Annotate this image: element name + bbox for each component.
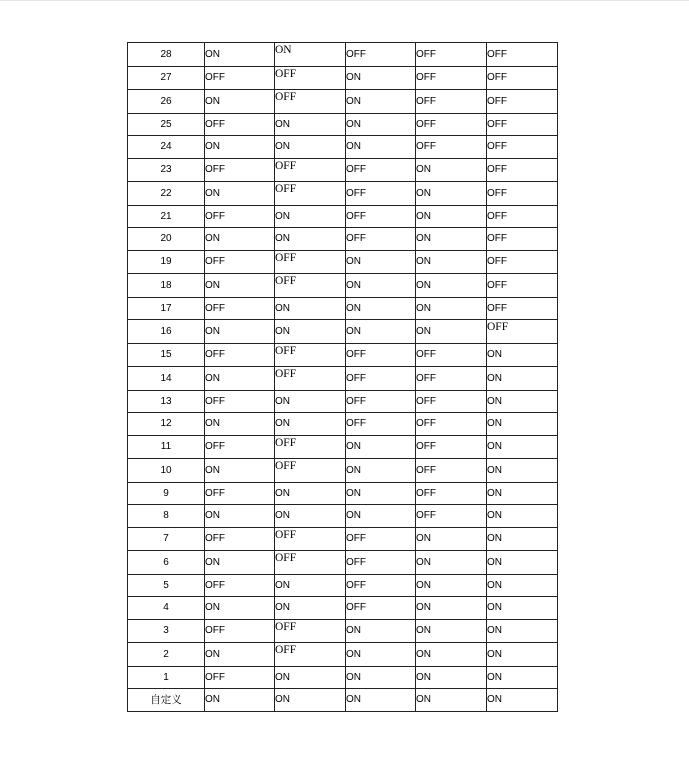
switch-3-state-cell: ON (346, 320, 416, 344)
table-row (128, 228, 558, 251)
switch-1-state-cell: ON (205, 597, 275, 620)
switch-1-state-cell: OFF (205, 666, 275, 689)
row-number-cell: 18 (128, 274, 205, 298)
switch-1-state-cell: ON (205, 689, 275, 712)
row-number-cell: 6 (128, 551, 205, 575)
switch-3-state-cell: OFF (346, 228, 416, 251)
switch-3-state-cell: OFF (346, 574, 416, 597)
switch-4-state-cell: ON (416, 689, 487, 712)
switch-2-state-cell: OFF (275, 274, 346, 298)
switch-3-state-cell: ON (346, 250, 416, 274)
switch-5-state-cell: ON (487, 435, 558, 459)
table-row (128, 205, 558, 228)
table-row (128, 367, 558, 391)
switch-2-state-cell: OFF (275, 435, 346, 459)
table-row (128, 274, 558, 298)
switch-1-state-cell: ON (205, 228, 275, 251)
switch-5-state-cell: ON (487, 505, 558, 528)
switch-4-state-cell: OFF (416, 459, 487, 483)
row-number-cell: 自定义 (128, 689, 205, 712)
switch-5-state-cell: OFF (487, 43, 558, 67)
table-row (128, 435, 558, 459)
table-row (128, 90, 558, 114)
switch-4-state-cell: ON (416, 297, 487, 320)
switch-3-state-cell: OFF (346, 43, 416, 67)
switch-5-state-cell: OFF (487, 320, 558, 344)
switch-2-state-cell: ON (275, 136, 346, 159)
table-row (128, 643, 558, 667)
switch-2-state-cell: ON (275, 413, 346, 436)
row-number-cell: 21 (128, 205, 205, 228)
switch-2-state-cell: ON (275, 574, 346, 597)
switch-1-state-cell: ON (205, 413, 275, 436)
switch-1-state-cell: ON (205, 320, 275, 344)
switch-4-state-cell: OFF (416, 435, 487, 459)
switch-5-state-cell: ON (487, 367, 558, 391)
switch-5-state-cell: ON (487, 413, 558, 436)
table-row (128, 297, 558, 320)
switch-1-state-cell: OFF (205, 574, 275, 597)
switch-1-state-cell: OFF (205, 390, 275, 413)
switch-1-state-cell: OFF (205, 158, 275, 182)
table-row (128, 619, 558, 643)
switch-4-state-cell: OFF (416, 390, 487, 413)
switch-2-state-cell: ON (275, 320, 346, 344)
switch-4-state-cell: ON (416, 182, 487, 206)
switch-5-state-cell: ON (487, 597, 558, 620)
switch-2-state-cell: ON (275, 205, 346, 228)
switch-1-state-cell: OFF (205, 250, 275, 274)
switch-4-state-cell: OFF (416, 343, 487, 367)
row-number-cell: 5 (128, 574, 205, 597)
switch-4-state-cell: OFF (416, 505, 487, 528)
switch-2-state-cell: ON (275, 505, 346, 528)
row-number-cell: 24 (128, 136, 205, 159)
switch-3-state-cell: OFF (346, 343, 416, 367)
table-row (128, 527, 558, 551)
switch-5-state-cell: OFF (487, 90, 558, 114)
switch-4-state-cell: ON (416, 527, 487, 551)
switch-1-state-cell: ON (205, 136, 275, 159)
switch-2-state-cell: OFF (275, 66, 346, 90)
switch-1-state-cell: OFF (205, 619, 275, 643)
switch-2-state-cell: ON (275, 666, 346, 689)
switch-3-state-cell: ON (346, 619, 416, 643)
switch-3-state-cell: ON (346, 136, 416, 159)
switch-2-state-cell: ON (275, 482, 346, 505)
switch-3-state-cell: ON (346, 482, 416, 505)
switch-3-state-cell: OFF (346, 413, 416, 436)
switch-2-state-cell: ON (275, 689, 346, 712)
row-number-cell: 28 (128, 43, 205, 67)
switch-1-state-cell: OFF (205, 205, 275, 228)
switch-3-state-cell: OFF (346, 367, 416, 391)
switch-5-state-cell: ON (487, 689, 558, 712)
row-number-cell: 3 (128, 619, 205, 643)
switch-1-state-cell: OFF (205, 113, 275, 136)
row-number-cell: 4 (128, 597, 205, 620)
page-top-rule (0, 0, 689, 1)
table-row (128, 136, 558, 159)
row-number-cell: 14 (128, 367, 205, 391)
switch-4-state-cell: OFF (416, 113, 487, 136)
switch-4-state-cell: ON (416, 643, 487, 667)
row-number-cell: 20 (128, 228, 205, 251)
row-number-cell: 8 (128, 505, 205, 528)
switch-5-state-cell: OFF (487, 274, 558, 298)
row-number-cell: 9 (128, 482, 205, 505)
switch-4-state-cell: OFF (416, 43, 487, 67)
switch-1-state-cell: ON (205, 43, 275, 67)
table-row (128, 459, 558, 483)
switch-4-state-cell: ON (416, 574, 487, 597)
switch-4-state-cell: OFF (416, 367, 487, 391)
table-row (128, 551, 558, 575)
switch-2-state-cell: OFF (275, 459, 346, 483)
row-number-cell: 22 (128, 182, 205, 206)
switch-1-state-cell: OFF (205, 297, 275, 320)
row-number-cell: 10 (128, 459, 205, 483)
table-row (128, 182, 558, 206)
switch-4-state-cell: OFF (416, 90, 487, 114)
row-number-cell: 2 (128, 643, 205, 667)
switch-3-state-cell: ON (346, 435, 416, 459)
switch-5-state-cell: ON (487, 527, 558, 551)
switch-4-state-cell: ON (416, 551, 487, 575)
row-number-cell: 17 (128, 297, 205, 320)
switch-3-state-cell: ON (346, 459, 416, 483)
switch-5-state-cell: OFF (487, 297, 558, 320)
switch-4-state-cell: ON (416, 250, 487, 274)
switch-3-state-cell: ON (346, 297, 416, 320)
switch-5-state-cell: OFF (487, 228, 558, 251)
switch-5-state-cell: ON (487, 482, 558, 505)
table-row (128, 43, 558, 67)
switch-1-state-cell: ON (205, 459, 275, 483)
switch-3-state-cell: OFF (346, 158, 416, 182)
switch-3-state-cell: OFF (346, 182, 416, 206)
switch-5-state-cell: OFF (487, 136, 558, 159)
table-row (128, 413, 558, 436)
switch-4-state-cell: OFF (416, 482, 487, 505)
switch-2-state-cell: OFF (275, 250, 346, 274)
switch-3-state-cell: ON (346, 689, 416, 712)
table-row (128, 320, 558, 344)
switch-5-state-cell: ON (487, 551, 558, 575)
row-number-cell: 19 (128, 250, 205, 274)
row-number-cell: 25 (128, 113, 205, 136)
switch-4-state-cell: ON (416, 597, 487, 620)
table-row (128, 689, 558, 712)
row-number-cell: 23 (128, 158, 205, 182)
table-row (128, 113, 558, 136)
switch-3-state-cell: OFF (346, 205, 416, 228)
switch-2-state-cell: OFF (275, 643, 346, 667)
switch-2-state-cell: OFF (275, 527, 346, 551)
dip-switch-table (127, 42, 558, 712)
switch-5-state-cell: OFF (487, 182, 558, 206)
row-number-cell: 12 (128, 413, 205, 436)
table-row (128, 390, 558, 413)
row-number-cell: 16 (128, 320, 205, 344)
table-row (128, 505, 558, 528)
switch-1-state-cell: ON (205, 551, 275, 575)
switch-5-state-cell: ON (487, 459, 558, 483)
row-number-cell: 11 (128, 435, 205, 459)
switch-3-state-cell: ON (346, 274, 416, 298)
switch-4-state-cell: OFF (416, 66, 487, 90)
switch-4-state-cell: ON (416, 666, 487, 689)
switch-5-state-cell: ON (487, 643, 558, 667)
row-number-cell: 27 (128, 66, 205, 90)
switch-4-state-cell: OFF (416, 413, 487, 436)
switch-3-state-cell: ON (346, 666, 416, 689)
switch-5-state-cell: OFF (487, 250, 558, 274)
switch-1-state-cell: ON (205, 643, 275, 667)
switch-2-state-cell: OFF (275, 619, 346, 643)
table-row (128, 343, 558, 367)
switch-2-state-cell: ON (275, 228, 346, 251)
table-row (128, 66, 558, 90)
switch-2-state-cell: ON (275, 113, 346, 136)
table-row (128, 574, 558, 597)
table-body (128, 43, 558, 712)
switch-5-state-cell: OFF (487, 113, 558, 136)
switch-1-state-cell: ON (205, 505, 275, 528)
table-row (128, 158, 558, 182)
switch-3-state-cell: OFF (346, 551, 416, 575)
switch-5-state-cell: OFF (487, 66, 558, 90)
switch-3-state-cell: ON (346, 90, 416, 114)
switch-2-state-cell: OFF (275, 367, 346, 391)
switch-3-state-cell: ON (346, 113, 416, 136)
switch-1-state-cell: OFF (205, 66, 275, 90)
switch-1-state-cell: OFF (205, 482, 275, 505)
switch-4-state-cell: ON (416, 158, 487, 182)
switch-4-state-cell: ON (416, 619, 487, 643)
table-row (128, 250, 558, 274)
switch-3-state-cell: OFF (346, 390, 416, 413)
switch-1-state-cell: ON (205, 274, 275, 298)
switch-1-state-cell: ON (205, 367, 275, 391)
switch-1-state-cell: OFF (205, 435, 275, 459)
switch-3-state-cell: OFF (346, 597, 416, 620)
row-number-cell: 26 (128, 90, 205, 114)
row-number-cell: 15 (128, 343, 205, 367)
row-number-cell: 13 (128, 390, 205, 413)
switch-3-state-cell: OFF (346, 527, 416, 551)
row-number-cell: 1 (128, 666, 205, 689)
switch-5-state-cell: ON (487, 574, 558, 597)
switch-5-state-cell: ON (487, 666, 558, 689)
switch-3-state-cell: ON (346, 505, 416, 528)
table-row (128, 666, 558, 689)
switch-3-state-cell: ON (346, 643, 416, 667)
switch-4-state-cell: ON (416, 320, 487, 344)
switch-5-state-cell: ON (487, 619, 558, 643)
switch-1-state-cell: OFF (205, 527, 275, 551)
switch-4-state-cell: ON (416, 205, 487, 228)
row-number-cell: 7 (128, 527, 205, 551)
table-row (128, 597, 558, 620)
switch-5-state-cell: OFF (487, 205, 558, 228)
switch-2-state-cell: OFF (275, 551, 346, 575)
switch-2-state-cell: OFF (275, 158, 346, 182)
switch-2-state-cell: ON (275, 43, 346, 67)
switch-1-state-cell: ON (205, 182, 275, 206)
switch-4-state-cell: ON (416, 274, 487, 298)
table-row (128, 482, 558, 505)
switch-1-state-cell: ON (205, 90, 275, 114)
switch-5-state-cell: ON (487, 343, 558, 367)
switch-5-state-cell: OFF (487, 158, 558, 182)
switch-1-state-cell: OFF (205, 343, 275, 367)
switch-4-state-cell: OFF (416, 136, 487, 159)
switch-2-state-cell: ON (275, 390, 346, 413)
switch-4-state-cell: ON (416, 228, 487, 251)
switch-2-state-cell: OFF (275, 182, 346, 206)
switch-5-state-cell: ON (487, 390, 558, 413)
switch-2-state-cell: ON (275, 297, 346, 320)
switch-3-state-cell: ON (346, 66, 416, 90)
switch-2-state-cell: OFF (275, 90, 346, 114)
switch-2-state-cell: ON (275, 597, 346, 620)
switch-2-state-cell: OFF (275, 343, 346, 367)
